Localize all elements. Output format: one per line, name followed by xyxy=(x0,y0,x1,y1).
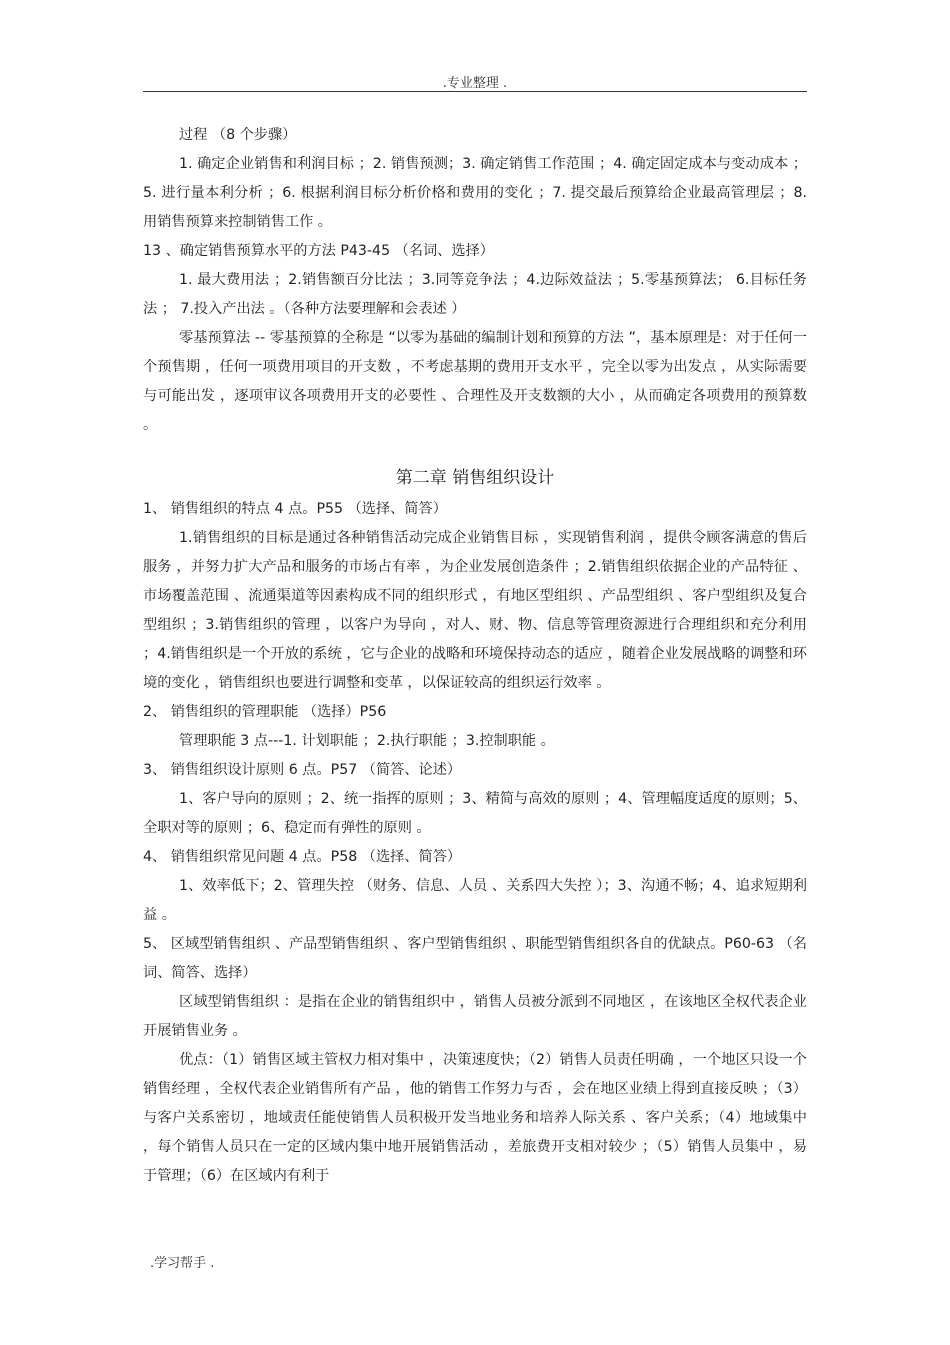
paragraph: 1. 确定企业销售和利润目标 ；2. 销售预测；3. 确定销售工作范围 ；4. 确定固定成本与变动成本 ；5. 进行量本利分析 ；6. 根据利润目标分析价格和费用的变化 ；7. 提交最后预算给企业最高管理层 ；8. 用销售预算来控制销售工作 。 xyxy=(143,156,807,230)
section-heading: 5、 区域型销售组织 、产品型销售组织 、客户型销售组织 、职能型销售组织各自的优缺点。P60-63 （名词、简答、选择） xyxy=(143,936,807,981)
paragraph: 1. 最大费用法 ；2.销售额百分比法 ；3.同等竞争法 ；4.边际效益法 ；5.零基预算法； 6.目标任务法 ； 7.投入产出法 。（各种方法要理解和会表述 ） xyxy=(143,272,807,317)
page-footer: .学习帮手 . xyxy=(150,1256,215,1271)
paragraph: 1、效率低下；2、管理失控 （财务、信息、人员 、关系四大失控 ）；3、沟通不畅；4、追求短期利益 。 xyxy=(143,878,807,923)
section-heading: 13 、确定销售预算水平的方法 P43-45 （名词、选择） xyxy=(143,243,494,259)
page-header: .专业整理 . xyxy=(442,76,508,91)
chapter-title: 第二章 销售组织设计 xyxy=(395,468,555,488)
paragraph: 过程 （8 个步骤） xyxy=(179,127,297,143)
paragraph: 优点：（1）销售区域主管权力相对集中 ，决策速度快；（2）销售人员责任明确 ，一个地区只设一个销售经理 ，全权代表企业销售所有产品 ，他的销售工作努力与否 ，会在地区业绩上得到直接反映 ；（3）与客户关系密切 ，地域责任能使销售人员积极开发当地业务和培养人际关系 、客户关系；（4）地域集中 ，每个销售人员只在一定的区域内集中地开展销售活动 ，差旅费开支相对较少 ；（5）销售人员集中 ，易于管理；（6）在区域内有利于 xyxy=(143,1052,807,1184)
paragraph: 1.销售组织的目标是通过各种销售活动完成企业销售目标 ，实现销售利润 ，提供令顾客满意的售后服务 ，并努力扩大产品和服务的市场占有率 ，为企业发展创造条件 ；2.销售组织依据企业的产品特征 、市场覆盖范围 、流通渠道等因素构成不同的组织形式 ，有地区型组织 、产品型组织 、客户型组织及复合型组织 ；3.销售组织的管理 ，以客户为导向 ，对人、财、物、信息等管理资源进行合理组织和充分利用 ；4.销售组织是一个开放的系统 ，它与企业的战略和环境保持动态的适应 ，随着企业发展战略的调整和环境的变化 ，销售组织也要进行调整和变革 ，以保证较高的组织运行效率 。 xyxy=(143,530,807,691)
paragraph: 零基预算法 -- 零基预算的全称是 “以零为基础的编制计划和预算的方法 ”，基本原理是：对于任何一个预售期 ，任何一项费用项目的开支数 ，不考虑基期的费用开支水平 ，完全以零为出发点 ，从实际需要与可能出发 ，逐项审议各项费用开支的必要性 、合理性及开支数额的大小 ，从而确定各项费用的预算数 。 xyxy=(143,330,807,433)
header-rule xyxy=(143,91,807,92)
paragraph: 管理职能 3 点---1. 计划职能 ；2.执行职能 ；3.控制职能 。 xyxy=(179,733,555,749)
section-heading: 1、 销售组织的特点 4 点。P55 （选择、简答） xyxy=(143,501,447,517)
document-body xyxy=(143,121,807,1191)
section-heading: 4、 销售组织常见问题 4 点。P58 （选择、简答） xyxy=(143,849,462,865)
paragraph: 区域型销售组织 ：是指在企业的销售组织中 ，销售人员被分派到不同地区 ，在该地区全权代表企业开展销售业务 。 xyxy=(143,994,807,1039)
section-heading: 2、 销售组织的管理职能 （选择）P56 xyxy=(143,704,387,720)
paragraph: 1、客户导向的原则 ；2、统一指挥的原则 ；3、精简与高效的原则 ；4、管理幅度适度的原则；5、全职对等的原则 ；6、稳定而有弹性的原则 。 xyxy=(143,791,807,836)
section-heading: 3、 销售组织设计原则 6 点。P57 （简答、论述） xyxy=(143,762,462,778)
